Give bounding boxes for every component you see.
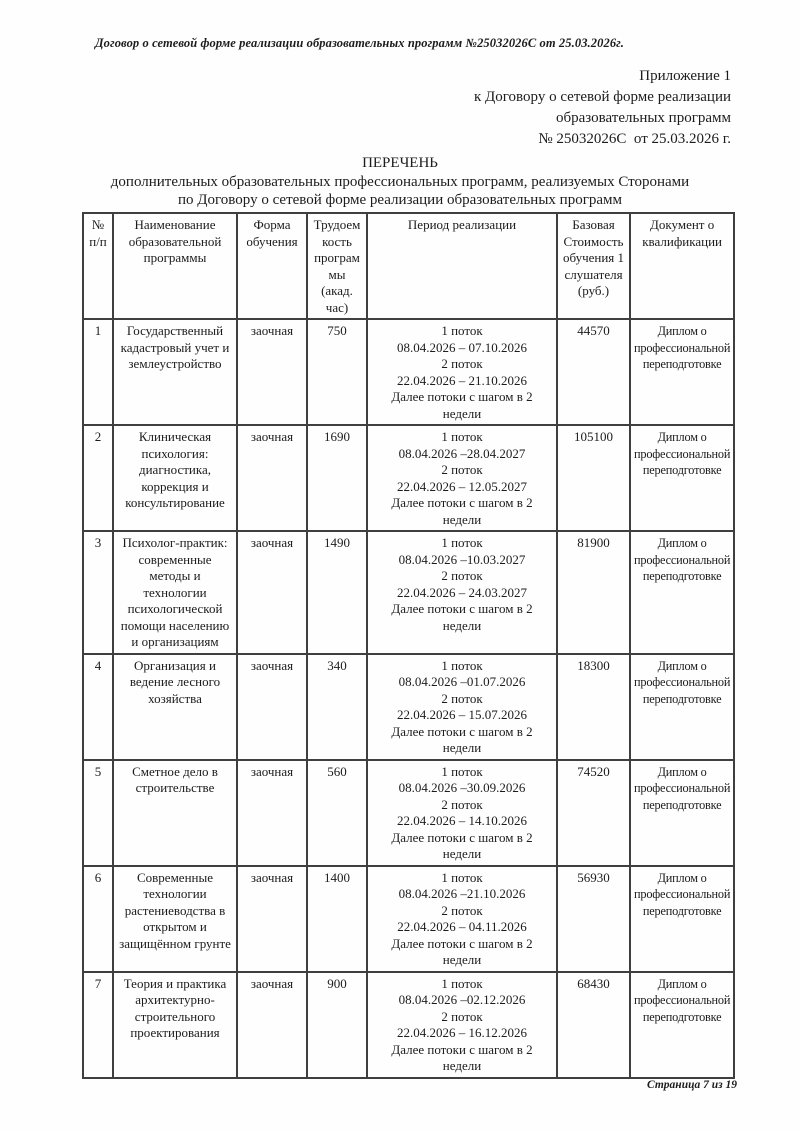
qualification-doc-cell: Диплом о профессиональной переподготовке	[630, 760, 734, 866]
col-header-num: № п/п	[83, 213, 113, 319]
appendix-line: Приложение 1	[639, 68, 731, 84]
num-cell: 5	[83, 760, 113, 866]
appendix-line: образовательных программ	[556, 110, 731, 126]
hours-cell: 340	[307, 654, 367, 760]
title-line: ПЕРЕЧЕНЬ	[362, 155, 438, 171]
price-cell: 56930	[557, 866, 630, 972]
study-form-cell: заочная	[237, 654, 307, 760]
period-cell	[367, 531, 557, 654]
period-line: 1 поток	[441, 869, 483, 885]
period-line: 08.04.2026 –21.10.2026	[398, 886, 526, 901]
num-cell: 4	[83, 654, 113, 760]
period-line: 22.04.2026 – 14.10.2026	[397, 813, 527, 828]
period-line: 22.04.2026 – 16.12.2026	[397, 1025, 527, 1040]
period-line: 2 поток	[441, 690, 483, 706]
period-line: 2 поток	[441, 356, 483, 371]
period-line: 1 поток	[441, 535, 483, 550]
period-line: 08.04.2026 –28.04.2027	[398, 445, 526, 461]
table-row	[83, 531, 734, 654]
hours-header-line: час)	[325, 299, 349, 315]
hours-header-line: мы	[328, 266, 346, 282]
hours-cell: 1490	[307, 531, 367, 654]
period-cell	[367, 319, 557, 425]
col-header-price: Базовая Стоимость обучения 1 слушателя (руб.)	[557, 213, 630, 319]
period-line: 2 поток	[441, 462, 483, 477]
period-line: 2 поток	[441, 1008, 483, 1024]
appendix-line: № 25032026С от 25.03.2026 г.	[538, 131, 731, 147]
num-cell: 2	[83, 425, 113, 531]
period-line: Далее потоки с шагом в 2 недели	[391, 601, 533, 633]
table-header-row	[83, 213, 734, 319]
period-line: 2 поток	[441, 902, 483, 918]
hours-header-line: (акад.	[321, 283, 353, 298]
price-cell: 105100	[557, 425, 630, 531]
period-line: 22.04.2026 – 15.07.2026	[397, 707, 527, 722]
hours-cell: 750	[307, 319, 367, 425]
hours-cell: 560	[307, 760, 367, 866]
period-line: 08.04.2026 –02.12.2026	[398, 992, 526, 1007]
qualification-doc-cell: Диплом о профессиональной переподготовке	[630, 866, 734, 972]
period-line: 1 поток	[441, 763, 483, 779]
study-form-cell: заочная	[237, 866, 307, 972]
period-line: 22.04.2026 – 21.10.2026	[397, 372, 527, 388]
col-header-period: Период реализации	[367, 213, 557, 319]
period-line: 08.04.2026 –01.07.2026	[398, 674, 526, 689]
program-name-cell: Организация и ведение лесного хозяйства	[113, 654, 237, 760]
period-line: 08.04.2026 –30.09.2026	[398, 780, 526, 795]
qualification-doc-cell: Диплом о профессиональной переподготовке	[630, 425, 734, 531]
num-cell: 3	[83, 531, 113, 654]
period-line: Далее потоки с шагом в 2 недели	[391, 389, 533, 421]
qualification-doc-cell: Диплом о профессиональной переподготовке	[630, 972, 734, 1078]
price-cell: 18300	[557, 654, 630, 760]
price-cell: 44570	[557, 319, 630, 425]
hours-header-line: Трудоем	[313, 217, 361, 232]
period-line: 22.04.2026 – 04.11.2026	[397, 919, 527, 934]
price-cell: 68430	[557, 972, 630, 1078]
program-name-cell: Сметное дело в строительстве	[113, 760, 237, 866]
period-line: 1 поток	[441, 323, 483, 338]
period-line: 1 поток	[441, 975, 483, 991]
period-line: 08.04.2026 –10.03.2027	[398, 551, 526, 567]
table-row	[83, 866, 734, 972]
program-name-cell: Психолог-практик: современные методы и технологии психологической помощи населению и организациям	[113, 531, 237, 654]
program-name-cell: Клиническая психология: диагностика, коррекция и консультирование	[113, 425, 237, 531]
col-header-form: Форма обучения	[237, 213, 307, 319]
period-line: 1 поток	[441, 657, 483, 673]
num-cell: 7	[83, 972, 113, 1078]
period-line: 2 поток	[441, 568, 483, 583]
program-name-cell: Современные технологии растениеводства в открытом и защищённом грунте	[113, 866, 237, 972]
price-cell: 81900	[557, 531, 630, 654]
col-header-doc: Документ о квалификации	[630, 213, 734, 319]
study-form-cell: заочная	[237, 972, 307, 1078]
table-row	[83, 319, 734, 425]
program-name-cell: Теория и практика архитектурно-строительного проектирования	[113, 972, 237, 1078]
period-line: Далее потоки с шагом в 2 недели	[391, 1041, 533, 1073]
col-header-hours	[307, 213, 367, 319]
study-form-cell: заочная	[237, 425, 307, 531]
period-line: 22.04.2026 – 12.05.2027	[397, 478, 527, 494]
col-header-name: Наименование образовательной программы	[113, 213, 237, 319]
period-line: Далее потоки с шагом в 2 недели	[391, 723, 533, 755]
qualification-doc-cell: Диплом о профессиональной переподготовке	[630, 654, 734, 760]
period-line: Далее потоки с шагом в 2 недели	[391, 829, 533, 861]
programs-table	[82, 212, 735, 1079]
period-cell	[367, 760, 557, 866]
title-line: дополнительных образовательных профессиональных программ, реализуемых Сторонами	[110, 173, 690, 190]
table-row	[83, 654, 734, 760]
hours-cell: 1400	[307, 866, 367, 972]
period-line: 08.04.2026 – 07.10.2026	[397, 339, 527, 355]
hours-header-line: кость	[322, 233, 352, 249]
hours-cell: 1690	[307, 425, 367, 531]
study-form-cell: заочная	[237, 760, 307, 866]
period-line: Далее потоки с шагом в 2 недели	[391, 495, 533, 527]
study-form-cell: заочная	[237, 319, 307, 425]
appendix-block	[474, 66, 731, 150]
table-row	[83, 972, 734, 1078]
appendix-line: к Договору о сетевой форме реализации	[474, 89, 731, 105]
period-line: 2 поток	[441, 796, 483, 812]
period-line: 22.04.2026 – 24.03.2027	[397, 584, 527, 600]
period-line: Далее потоки с шагом в 2 недели	[391, 935, 533, 967]
price-cell: 74520	[557, 760, 630, 866]
title-line: по Договору о сетевой форме реализации образовательных программ	[178, 192, 622, 208]
program-name-cell: Государственный кадастровый учет и землеустройство	[113, 319, 237, 425]
period-cell	[367, 654, 557, 760]
period-cell	[367, 425, 557, 531]
document-title	[0, 154, 800, 210]
table-row	[83, 425, 734, 531]
table-row	[83, 760, 734, 866]
qualification-doc-cell: Диплом о профессиональной переподготовке	[630, 531, 734, 654]
qualification-doc-cell: Диплом о профессиональной переподготовке	[630, 319, 734, 425]
period-cell	[367, 972, 557, 1078]
hours-cell: 900	[307, 972, 367, 1078]
study-form-cell: заочная	[237, 531, 307, 654]
page-footer: Страница 7 из 19	[647, 1079, 737, 1091]
hours-header-line: програм	[314, 250, 360, 265]
document-reference-header: Договор о сетевой форме реализации образовательных программ №25032026С от 25.03.2026г.	[95, 36, 624, 50]
period-cell	[367, 866, 557, 972]
num-cell: 1	[83, 319, 113, 425]
period-line: 1 поток	[441, 429, 483, 444]
num-cell: 6	[83, 866, 113, 972]
